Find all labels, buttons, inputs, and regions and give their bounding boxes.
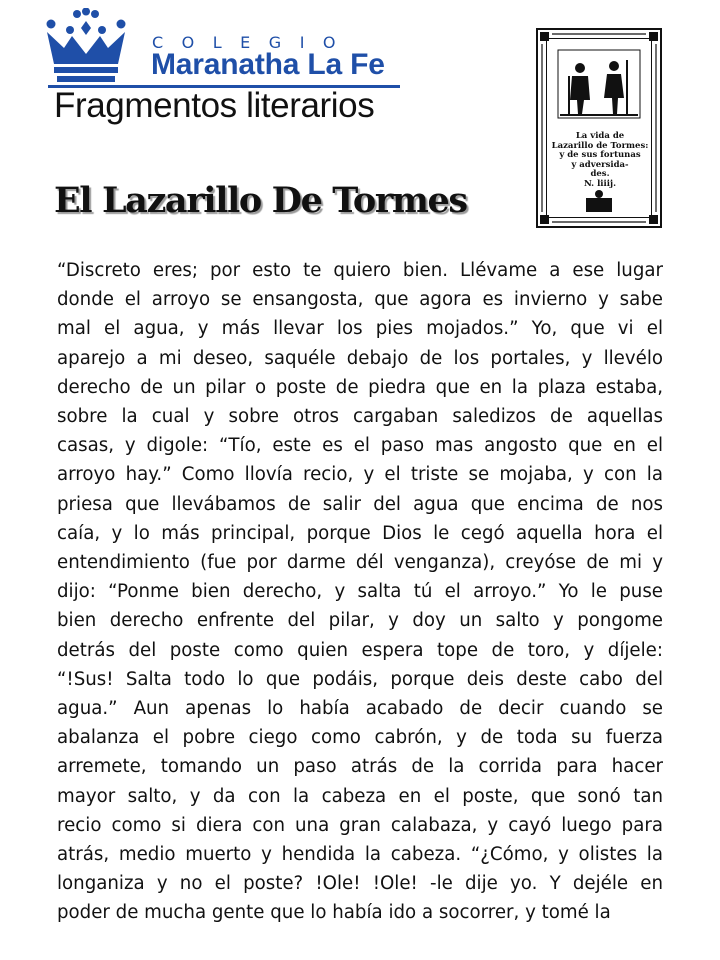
illustration-text-line: des. [590, 169, 610, 179]
text-line: longaniza y no el poste? !Ole! !Ole! -le dije yo. Y dejéle en [57, 873, 663, 895]
text-line: arremete, tomando un paso atrás de la corrida para hacer [57, 756, 663, 778]
text-line: “Discreto eres; por esto te quiero bien. Llévame a ese lugar [57, 260, 663, 281]
text-line: “!Sus! Salta todo lo que podáis, porque deis deste cabo del [57, 668, 663, 690]
series-title: Fragmentos literarios [54, 86, 375, 125]
illustration-text-line: La vida de [575, 131, 625, 141]
book-cover-illustration [536, 28, 662, 228]
illustration-text-line: N. liiij. [583, 178, 617, 189]
text-line: derecho de un pilar o poste de piedra que en la plaza estaba, [57, 376, 663, 398]
text-line: sobre la cual y sobre otros cargaban saledizos de aquellas [57, 406, 663, 428]
text-line: mayor salto, y da con la cabeza en el poste, que sonó tan [57, 785, 663, 807]
text-line: abalanza el pobre ciego como cabrón, y de toda su fuerza [57, 727, 663, 749]
text-line: atrás, medio muerto y hendida la cabeza. “¿Cómo, y olistes la [57, 844, 663, 866]
illustration-caption [548, 132, 652, 189]
text-line: bien derecho enfrente del pilar, y doy un salto y pongome [57, 610, 663, 632]
text-line: dijo: “Ponme bien derecho, y salta tú el arroyo.” Yo le puse [57, 581, 663, 603]
school-name: Maranatha La Fe [151, 48, 385, 81]
text-line: donde el arroyo se ensangosta, que agora es invierno y sabe [57, 289, 663, 311]
body-paragraph [57, 256, 663, 928]
text-line: priesa que llevábamos de salir del agua que encima de nos [57, 493, 663, 515]
text-line: poder de mucha gente que lo había ido a socorrer, y tomé la [57, 902, 611, 924]
text-line: recio como si diera con una gran calabaza, y cayó luego para [57, 814, 663, 836]
text-line: detrás del poste como quien espera tope de toro, y díjele: [57, 639, 663, 661]
text-line: aparejo a mi deseo, saquéle debajo de los portales, y llevélo [57, 347, 663, 369]
text-line: entendimiento (fue por darme dél venganza), creyóse de mi y [57, 552, 663, 574]
text-line: casas, y digole: “Tío, este es el paso mas angosto que en el [57, 435, 663, 457]
text-line: mal el agua, y más llevar los pies mojados.” Yo, que vi el [57, 318, 663, 340]
crown-logo-icon [44, 8, 128, 84]
illustration-text-line: Lazarillo de Tormes: [551, 140, 649, 151]
illustration-text-line: y de sus fortunas [559, 150, 641, 160]
text-line: arroyo hay.” Como llovía recio, y el triste se mojaba, y con la [57, 464, 663, 486]
document-title: El Lazarillo De Tormes [54, 180, 467, 221]
text-line: agua.” Aun apenas lo había acabado de decir cuando se [57, 698, 663, 720]
school-prefix: COLEGIO [152, 33, 354, 52]
illustration-text-line: y adversida- [571, 159, 629, 170]
text-line: caía, y lo más principal, porque Dios le cegó aquella hora el [57, 522, 663, 544]
